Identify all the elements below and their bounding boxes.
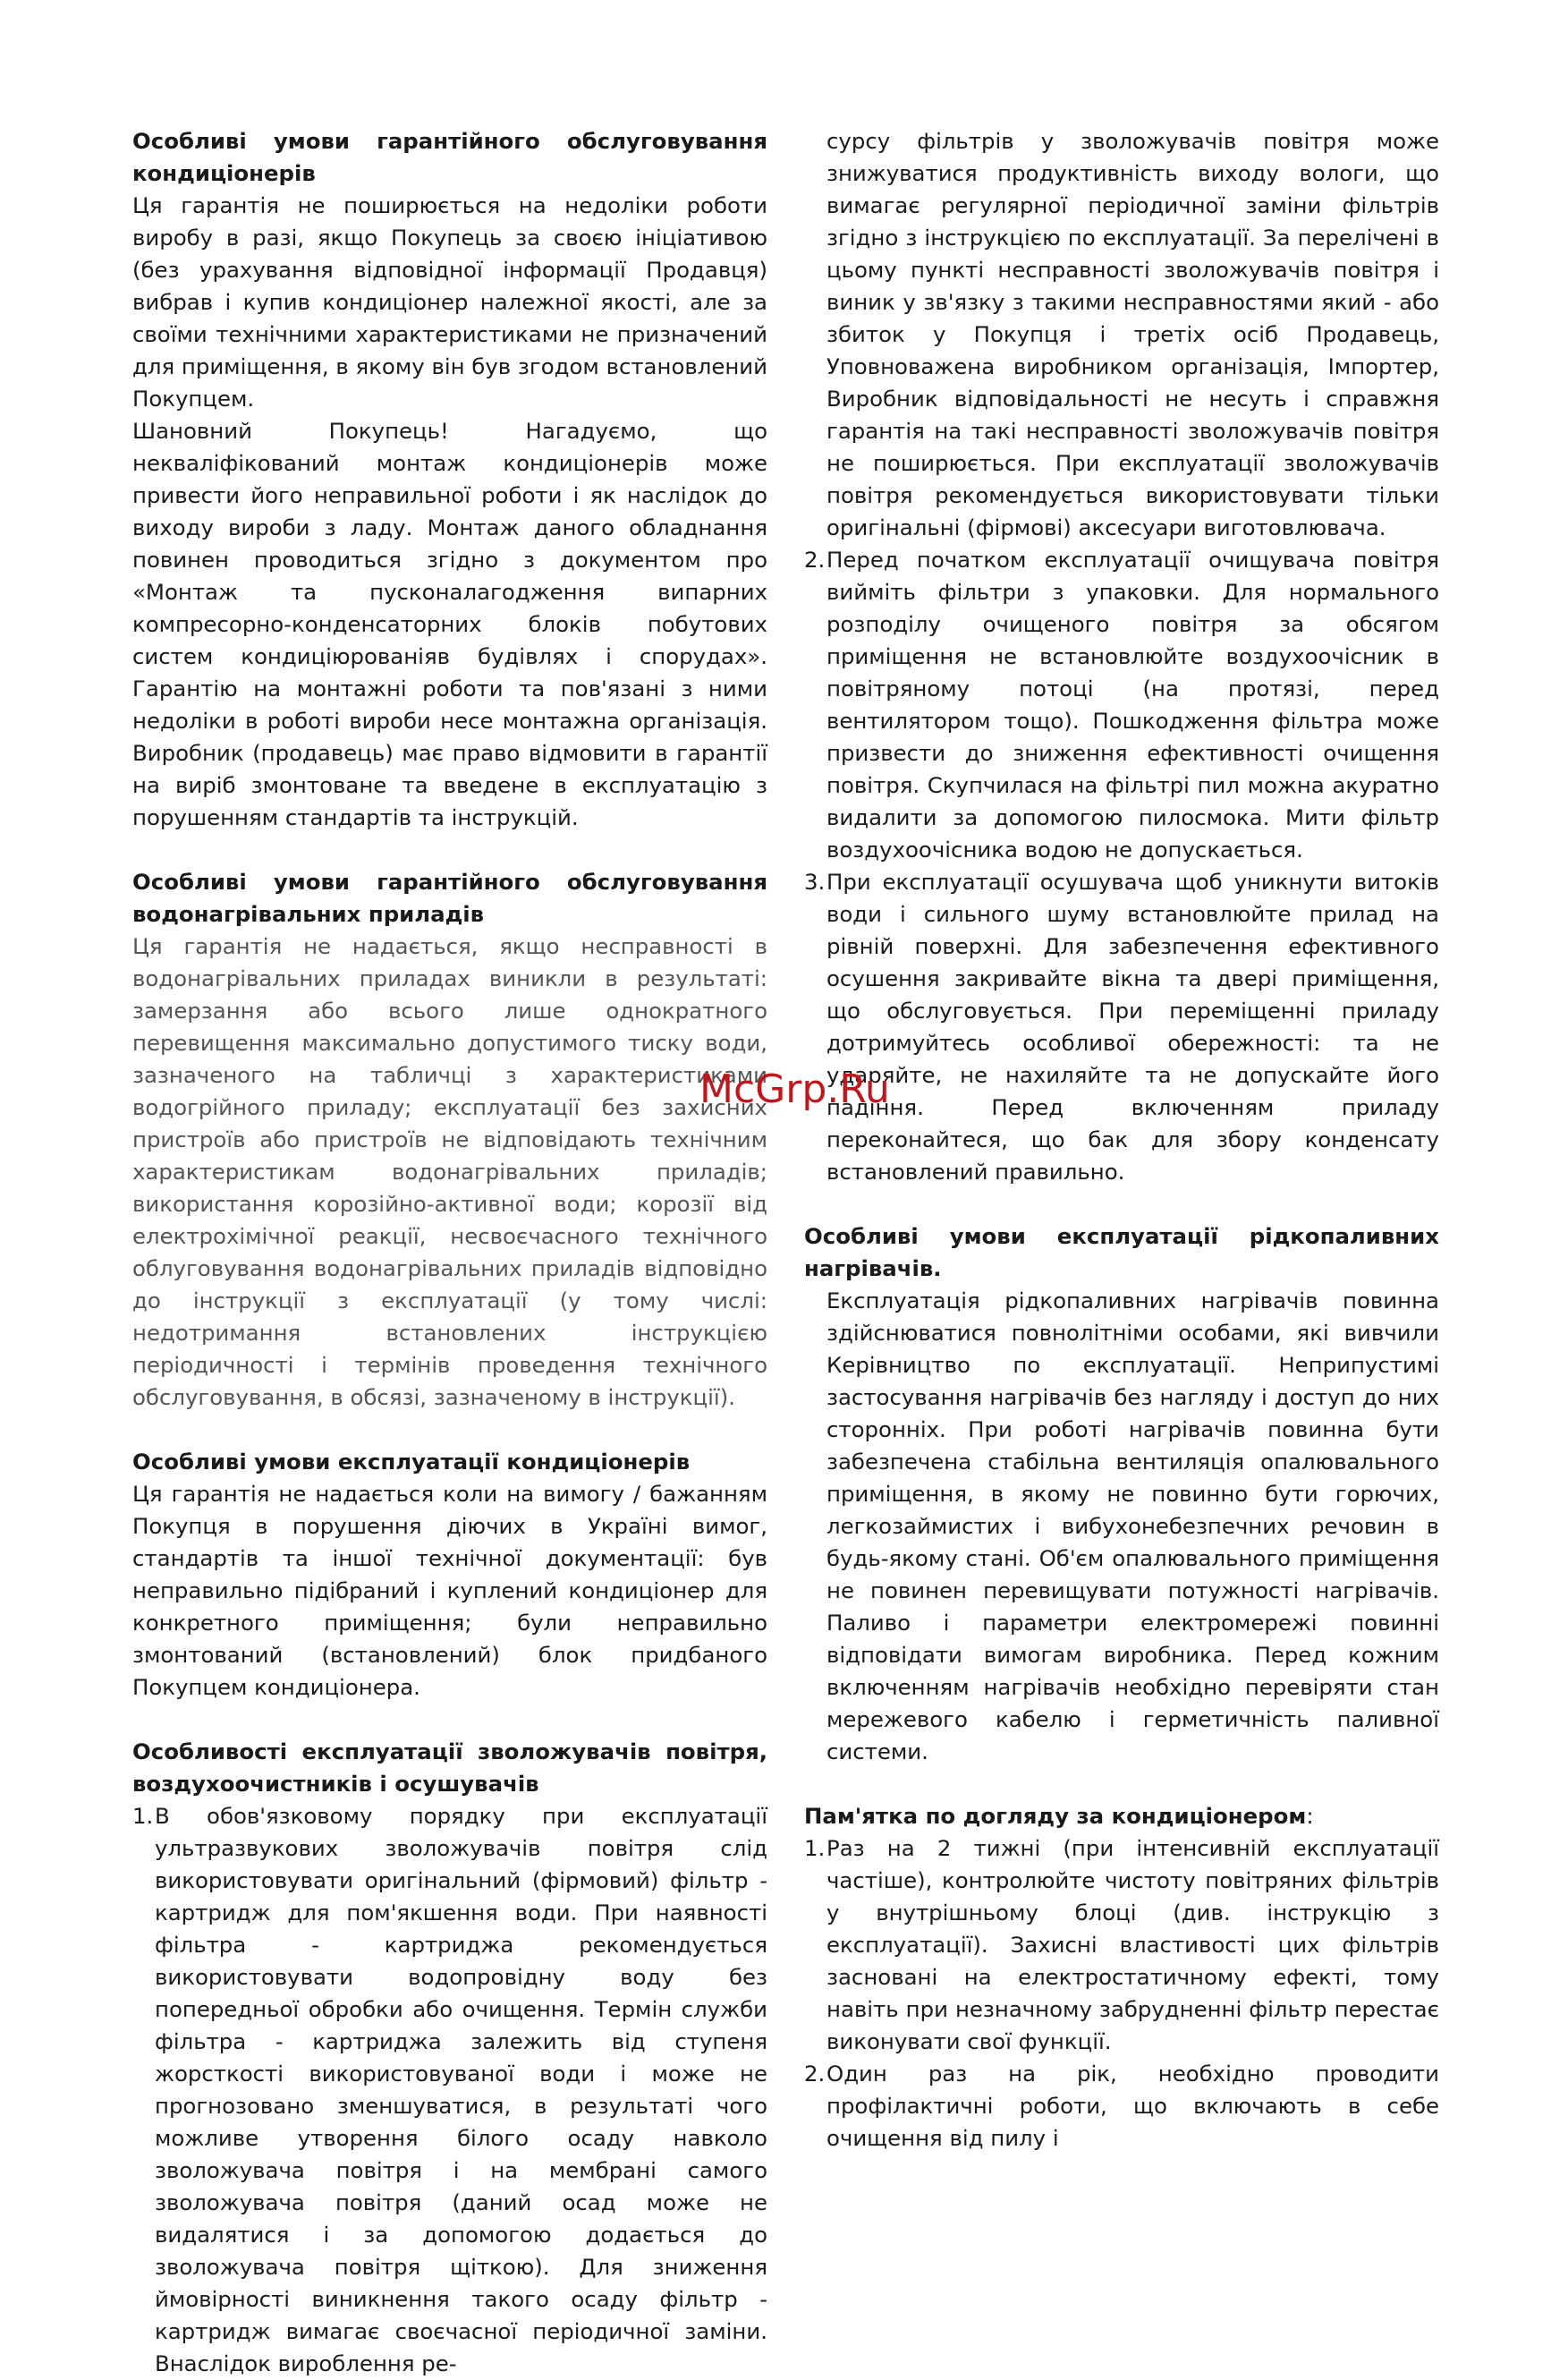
list-item <box>804 2058 1439 2155</box>
list-item-number: 3. <box>804 869 826 895</box>
paragraph: Ця гарантія не надається, якщо несправності в водонагрівальних приладах виникли в результаті: замерзання або всього лише однократного перевищення максимально допустимого тиску води, зазначеного на табличці з характеристиками водогрійного приладу; експлуатації без захисних пристроїв або пристроїв не відповідають технічним характеристикам водонагрівальних приладів; використання корозійно-активної води; корозії від електрохімічної реакції, несвоєчасного технічного облуговування водонагрівальних приладів відповідно до інструкції з експлуатації (у тому числі: недотримання встановлених інструкцією періодичності і термінів проведення технічного обслуговування, в обсязі, зазначеному в інструкції). <box>132 933 767 1410</box>
section-title-ac-warranty: Особливі умови гарантійного обслуговування кондиціонерів <box>132 128 767 186</box>
paragraph: Ця гарантія не поширюється на недоліки роботи виробу в разі, якщо Покупець за своєю ініціативою (без урахування відповідної інформації Продавця) вибрав і купив кондиціонер належної якості, але за своїми технічними характеристиками не призначений для приміщення, в якому він був згодом встановлений Покупцем. <box>132 192 767 412</box>
paragraph-continued: сурсу фільтрів у зволожувачів повітря може знижуватися продуктивність виходу вологи, що вимагає регулярної періодичної заміни фільтрів згідно з інструкцією по експлуатації. За перелічені в цьому пункті несправності зволожувачів повітря і виник у зв'язку з такими несправностями який - або збиток у Покупця і третіх осіб Продавець, Уповноважена виробником організація, Імпортер, Виробник відповідальності не несуть і справжня гарантія на такі несправності зволожувачів повітря не поширюється. При експлуатації зволожувачів повітря рекомендується використовувати тільки оригінальні (фірмові) аксесуари виготовлювача. <box>826 128 1439 540</box>
list-item-text: Один раз на рік, необхідно проводити профілактичні роботи, що включають в себе очищення від пилу і <box>826 2061 1439 2151</box>
list-item <box>804 544 1439 866</box>
paragraph: Експлуатація рідкопаливних нагрівачів повинна здійснюватися повнолітніми особами, які вивчили Керівництво по експлуатації. Неприпустимі застосування нагрівачів без нагляду і доступ до них сторонніх. При роботі нагрівачів повинна бути забезпечена стабільна вентиляція опалювального приміщення, в якому не повинно бути горючих, легкозаймистих і вибухонебезпечних речовин в будь-якому стані. Об'єм опалювального приміщення не повинен перевищувати потужності нагрівачів. Паливо і параметри електромережі повинні відповідати вимогам виробника. Перед кожним включенням нагрівачів необхідно перевіряти стан мережевого кабелю і герметичність паливної системи. <box>826 1288 1439 1764</box>
list-item-text: Раз на 2 тижні (при інтенсивній експлуатації частіше), контролюйте чистоту повітряних фільтрів у внутрішньому блоці (див. інструкцію з експлуатації). Захисні властивості цих фільтрів засновані на електростатичному ефекті, тому навіть при незначному забрудненні фільтр перестає виконувати свої функції. <box>826 1835 1439 2054</box>
section-title-text: Пам'ятка по догляду за кондиціонером <box>804 1803 1307 1829</box>
paragraph: Ця гарантія не надається коли на вимогу / бажанням Покупця в порушення діючих в Україні вимог, стандартів та іншої технічної документації: був неправильно підібраний і куплений кондиціонер для конкретного приміщення; були неправильно змонтований (встановлений) блок придбаного Покупцем кондиціонера. <box>132 1481 767 1700</box>
section-title-colon: : <box>1306 1803 1314 1829</box>
section-title-liquid-fuel-heaters: Особливі умови експлуатації рідкопаливних нагрівачів. <box>804 1223 1439 1281</box>
list-item <box>132 1800 767 2380</box>
section-title-ac-operation: Особливі умови експлуатації кондиціонерів <box>132 1449 691 1475</box>
watermark: McGrp.Ru <box>699 1067 890 1112</box>
list-item-number: 1. <box>804 1835 826 1861</box>
section-title-water-heater-warranty: Особливі умови гарантійного обслуговування водонагрівальних приладів <box>132 869 767 927</box>
list-item-number: 2. <box>804 2061 826 2087</box>
list-item-text: Перед початком експлуатації очищувача повітря вийміть фільтри з упаковки. Для нормального розподілу очищеного повітря за обсягом приміщення не встановлюйте воздухоочісник в повітряному потоці (на протязі, перед вентилятором тощо). Пошкодження фільтра може призвести до зниження ефективності очищення повітря. Скупчилася на фільтрі пил можна акуратно видалити за допомогою пилосмока. Мити фільтр воздухоочісника водою не допускається. <box>826 547 1439 863</box>
list-item-number: 1. <box>132 1803 154 1829</box>
left-column <box>132 125 767 2380</box>
list-item-text: При експлуатації осушувача щоб уникнути витоків води і сильного шуму встановлюйте прилад на рівній поверхні. Для забезпечення ефективного осушення закривайте вікна та двері приміщення, що обслуговується. При переміщенні приладу дотримуйтесь особливої обережності: та не ударяйте, не нахиляйте та не допускайте його падіння. Перед включенням приладу переконайтеся, що бак для збору конденсату встановлений правильно. <box>826 869 1439 1185</box>
list-item-number: 2. <box>804 547 826 573</box>
section-title-ac-care <box>804 1800 1439 1832</box>
paragraph: Шановний Покупець! Нагадуємо, що некваліфікований монтаж кондиціонерів може привести його неправильної роботи і як наслідок до виходу вироби з ладу. Монтаж даного обладнання повинен проводиться згідно з документом про «Монтаж та пусконалагодження випарних компресорно-конденсаторних блоків побутових систем кондиціюрованіяв будівлях і спорудах». Гарантію на монтажні роботи та пов'язані з ними недоліки в роботі вироби несе монтажна організація. Виробник (продавець) має право відмовити в гарантії на виріб змонтоване та введене в експлуатацію з порушенням стандартів та інструкцій. <box>132 418 767 830</box>
list-item <box>804 1832 1439 2058</box>
section-title-humidifiers: Особливості експлуатації зволожувачів повітря, воздухоочистників і осушувачів <box>132 1738 767 1797</box>
list-item <box>804 866 1439 1188</box>
right-column <box>804 125 1439 2155</box>
list-item-text: В обов'язковому порядку при експлуатації ультразвукових зволожувачів повітря слід використовувати оригінальний (фірмовий) фільтр - картридж для пом'якшення води. При наявності фільтра - картриджа рекомендується використовувати водопровідну воду без попередньої обробки або очищення. Термін служби фільтра - картриджа залежить від ступеня жорсткості використовуваної води і може не прогнозовано зменшуватися, в результаті чого можливе утворення білого осаду навколо зволожувача повітря і на мембрані самого зволожувача повітря (даний осад може не видалятися і за допомогою додається до зволожувача повітря щіткою). Для зниження ймовірності виникнення такого осаду фільтр - картридж вимагає своєчасної періодичної заміни. Внаслідок вироблення ре- <box>155 1803 767 2376</box>
